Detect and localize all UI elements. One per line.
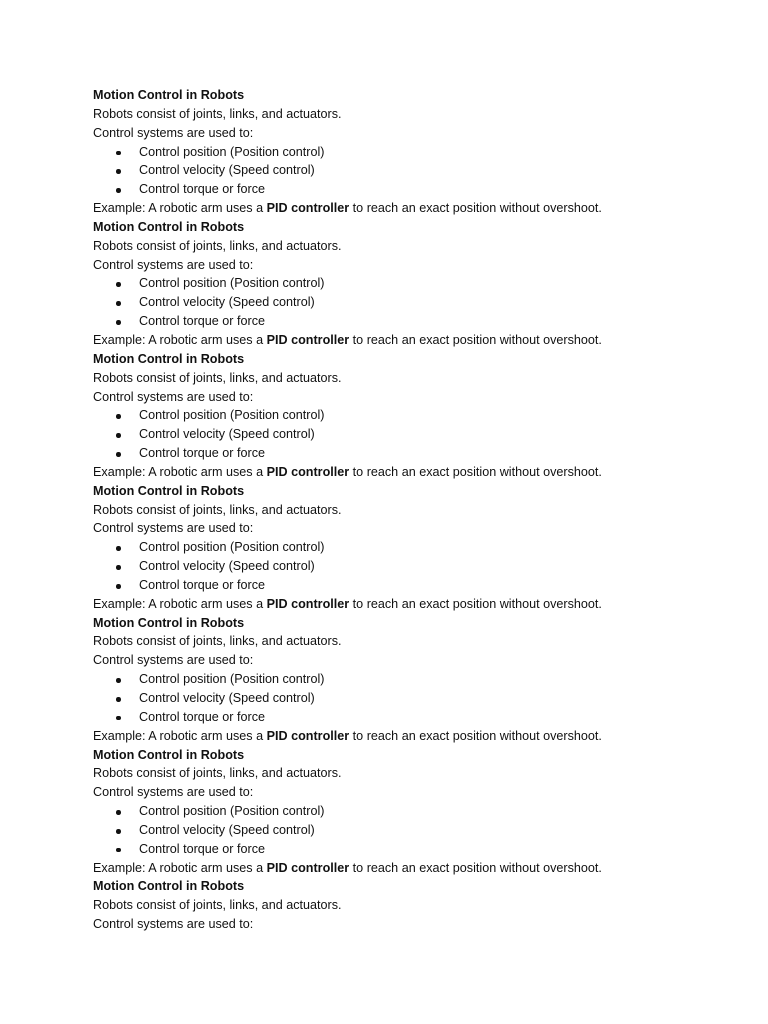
bullet-dot-icon <box>116 301 121 306</box>
bullet-dot-icon <box>116 829 121 834</box>
bullet-text: Control torque or force <box>139 182 265 197</box>
bullet-dot-icon <box>116 565 121 570</box>
bullet-item <box>93 708 713 727</box>
section-intro: Robots consist of joints, links, and actuators. <box>93 634 342 649</box>
bullet-text: Control position (Position control) <box>139 540 325 555</box>
bullet-item <box>93 406 713 425</box>
bullet-dot-icon <box>116 697 121 702</box>
section-heading: Motion Control in Robots <box>93 351 245 366</box>
section-heading: Motion Control in Robots <box>93 483 245 498</box>
bullet-item <box>93 180 713 199</box>
bullet-item <box>93 802 713 821</box>
section-intro: Robots consist of joints, links, and actuators. <box>93 898 342 913</box>
bullet-text: Control torque or force <box>139 446 265 461</box>
bullet-list <box>93 538 713 595</box>
bullet-text: Control velocity (Speed control) <box>139 691 315 705</box>
section-lead: Control systems are used to: <box>93 125 254 140</box>
bullet-item <box>93 821 713 840</box>
bullet-item <box>93 312 713 331</box>
example-suffix: to reach an exact position without overshoot. <box>349 596 602 611</box>
example-emphasis: PID controller <box>266 860 350 875</box>
bullet-item <box>93 576 713 595</box>
bullet-text: Control position (Position control) <box>139 408 325 423</box>
example-emphasis: PID controller <box>266 464 350 479</box>
bullet-dot-icon <box>116 716 121 721</box>
example-line <box>93 727 713 746</box>
bullet-item <box>93 557 713 576</box>
bullet-item <box>93 274 713 293</box>
bullet-item <box>93 670 713 689</box>
section-heading: Motion Control in Robots <box>93 615 245 630</box>
document-body <box>93 86 713 934</box>
example-prefix: Example: A robotic arm uses a <box>93 596 267 611</box>
bullet-text: Control position (Position control) <box>139 672 325 687</box>
bullet-dot-icon <box>116 584 121 589</box>
section-intro: Robots consist of joints, links, and actuators. <box>93 370 342 385</box>
example-emphasis: PID controller <box>266 728 350 743</box>
bullet-item <box>93 538 713 557</box>
bullet-text: Control torque or force <box>139 709 265 724</box>
bullet-dot-icon <box>116 414 121 419</box>
bullet-text: Control torque or force <box>139 841 265 856</box>
example-suffix: to reach an exact position without overshoot. <box>349 860 602 875</box>
example-suffix: to reach an exact position without overshoot. <box>349 728 602 743</box>
bullet-list <box>93 670 713 727</box>
section-intro: Robots consist of joints, links, and actuators. <box>93 238 342 253</box>
bullet-list <box>93 406 713 463</box>
section-heading: Motion Control in Robots <box>93 219 245 234</box>
bullet-text: Control velocity (Speed control) <box>139 295 315 310</box>
bullet-text: Control velocity (Speed control) <box>139 427 315 442</box>
bullet-item <box>93 161 713 180</box>
bullet-text: Control velocity (Speed control) <box>139 559 315 574</box>
bullet-item <box>93 293 713 312</box>
example-line <box>93 331 713 350</box>
bullet-item <box>93 689 713 708</box>
bullet-dot-icon <box>116 452 121 457</box>
bullet-dot-icon <box>116 188 121 193</box>
example-emphasis: PID controller <box>266 332 350 347</box>
section-heading: Motion Control in Robots <box>93 747 245 762</box>
example-line <box>93 595 713 614</box>
section-heading: Motion Control in Robots <box>93 879 245 894</box>
section-heading: Motion Control in Robots <box>93 88 245 102</box>
bullet-dot-icon <box>116 678 121 683</box>
bullet-text: Control velocity (Speed control) <box>139 822 315 837</box>
section-lead: Control systems are used to: <box>93 257 254 272</box>
section-lead: Control systems are used to: <box>93 521 254 536</box>
example-line <box>93 859 713 878</box>
bullet-item <box>93 840 713 859</box>
bullet-text: Control velocity (Speed control) <box>139 163 315 178</box>
example-suffix: to reach an exact position without overshoot. <box>349 464 602 479</box>
bullet-list <box>93 143 713 200</box>
example-suffix: to reach an exact position without overshoot. <box>349 201 602 216</box>
section-lead: Control systems are used to: <box>93 785 254 800</box>
example-suffix: to reach an exact position without overshoot. <box>349 332 602 347</box>
section-lead: Control systems are used to: <box>93 917 254 932</box>
bullet-dot-icon <box>116 848 121 853</box>
example-prefix: Example: A robotic arm uses a <box>93 464 267 479</box>
bullet-dot-icon <box>116 810 121 815</box>
section-intro: Robots consist of joints, links, and actuators. <box>93 502 342 517</box>
bullet-item <box>93 444 713 463</box>
section-intro: Robots consist of joints, links, and actuators. <box>93 106 342 121</box>
bullet-text: Control torque or force <box>139 577 265 592</box>
bullet-list <box>93 802 713 859</box>
bullet-text: Control position (Position control) <box>139 144 325 159</box>
bullet-dot-icon <box>116 433 121 438</box>
bullet-dot-icon <box>116 151 121 156</box>
example-emphasis: PID controller <box>266 201 350 216</box>
bullet-dot-icon <box>116 282 121 287</box>
bullet-text: Control position (Position control) <box>139 804 325 819</box>
section-intro: Robots consist of joints, links, and actuators. <box>93 766 342 781</box>
example-line <box>93 463 713 482</box>
bullet-dot-icon <box>116 169 121 174</box>
section-lead: Control systems are used to: <box>93 653 254 668</box>
section-lead: Control systems are used to: <box>93 389 254 404</box>
bullet-item <box>93 425 713 444</box>
example-emphasis: PID controller <box>266 596 350 611</box>
bullet-dot-icon <box>116 320 121 325</box>
example-prefix: Example: A robotic arm uses a <box>93 201 267 216</box>
bullet-list <box>93 274 713 331</box>
bullet-text: Control torque or force <box>139 314 265 329</box>
example-prefix: Example: A robotic arm uses a <box>93 728 267 743</box>
bullet-text: Control position (Position control) <box>139 276 325 291</box>
example-prefix: Example: A robotic arm uses a <box>93 860 267 875</box>
example-line <box>93 199 713 218</box>
bullet-dot-icon <box>116 546 121 551</box>
bullet-item <box>93 143 713 162</box>
example-prefix: Example: A robotic arm uses a <box>93 332 267 347</box>
